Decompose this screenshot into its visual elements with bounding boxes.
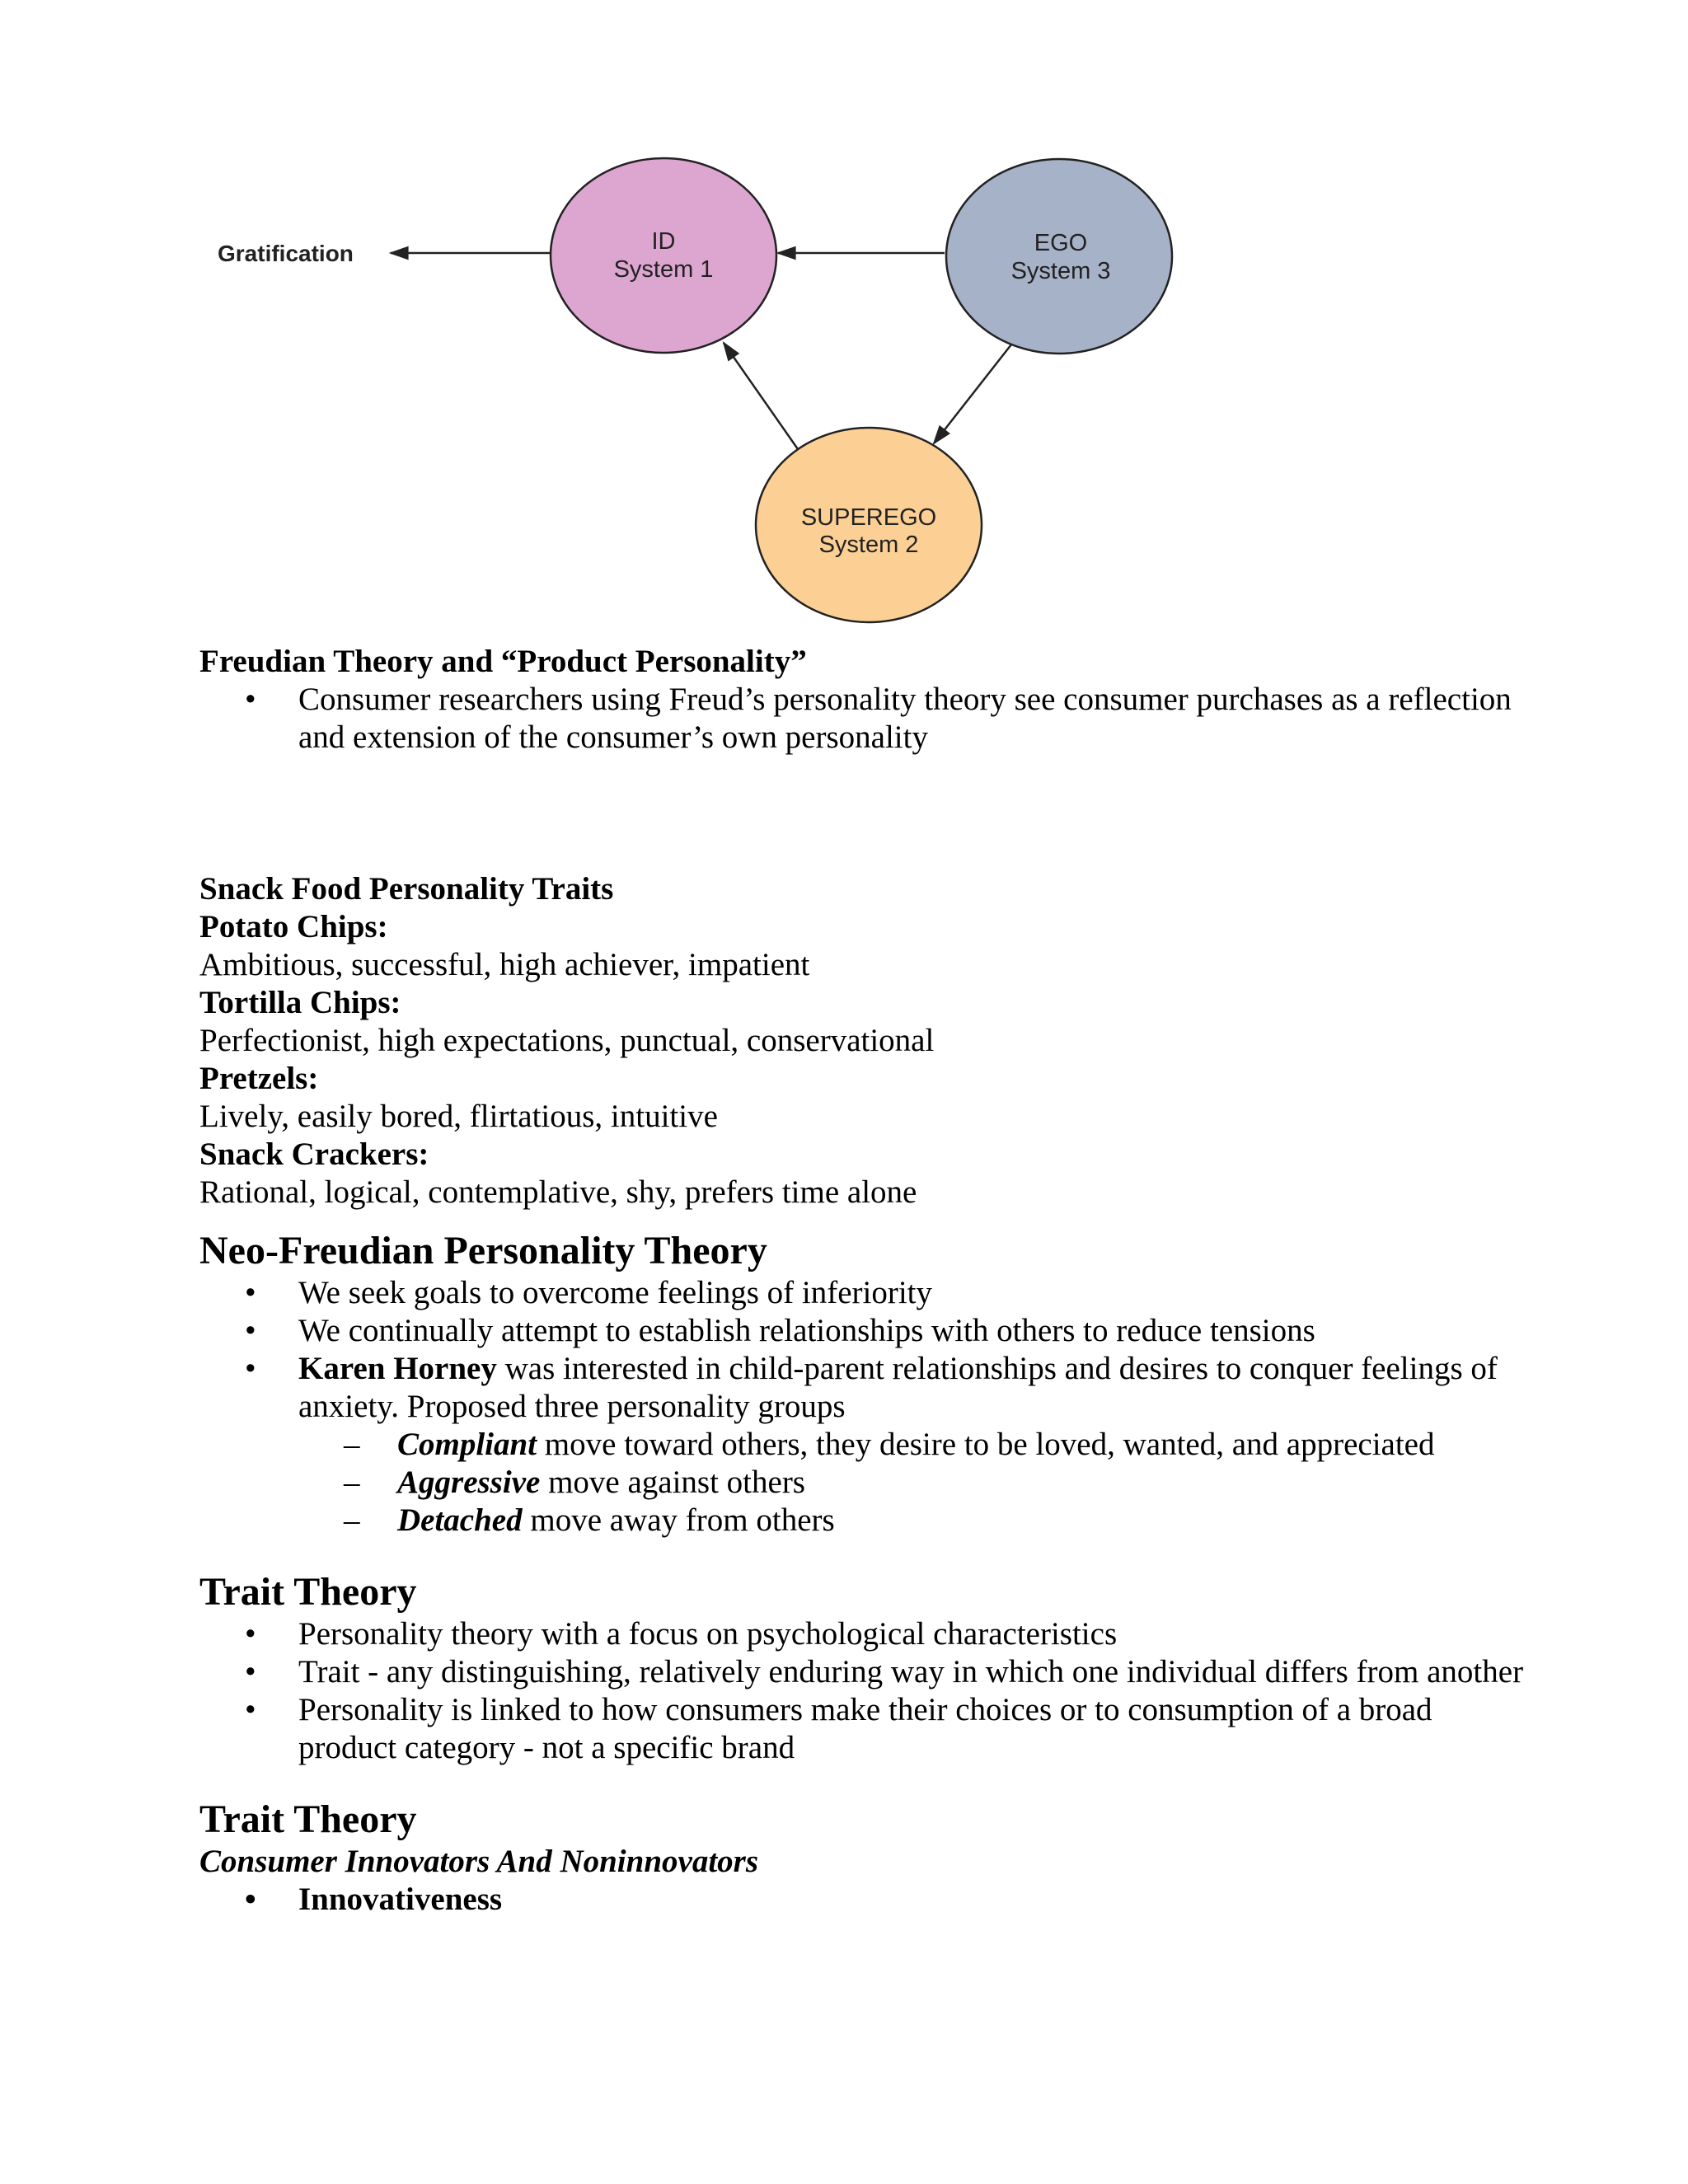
- superego-node-label: SUPEREGO: [800, 504, 937, 531]
- trait-theory-bullet: • Personality theory with a focus on psychological characteristics: [199, 1615, 1535, 1653]
- freudian-title: Freudian Theory and “Product Personality”: [199, 644, 807, 679]
- document-body: [199, 643, 1535, 1919]
- horney-text: was interested in child-parent relationships and desires to conquer feelings of anxiety. Proposed three personality groups: [298, 1351, 1498, 1424]
- group-desc: move toward others, they desire to be loved, wanted, and appreciated: [537, 1427, 1435, 1462]
- arrow-ego-to-superego: [934, 344, 1011, 443]
- innovators-bullet-list: [199, 1881, 1535, 1919]
- neofreudian-bullet: • We continually attempt to establish relationships with others to reduce tensions: [199, 1312, 1535, 1350]
- arrow-superego-to-id: [724, 343, 798, 449]
- ego-node: [946, 159, 1172, 354]
- snack-label-snack-crackers: Snack Crackers:: [199, 1137, 429, 1172]
- trait-theory-bullet: • Trait - any distinguishing, relatively enduring way in which one individual differs from another: [199, 1653, 1535, 1691]
- horney-name: Karen Horney: [298, 1351, 497, 1386]
- id-node: [551, 158, 776, 353]
- trait-theory-innovators-section: [199, 1797, 1535, 1919]
- group-desc: move against others: [540, 1465, 805, 1500]
- trait-theory-title: Trait Theory: [199, 1570, 417, 1614]
- snack-traits-pretzels: Lively, easily bored, flirtatious, intuitive: [199, 1099, 718, 1134]
- group-desc: move away from others: [522, 1502, 835, 1538]
- ego-node-system: System 3: [1010, 258, 1111, 284]
- snack-traits-potato-chips: Ambitious, successful, high achiever, impatient: [199, 947, 810, 982]
- neofreudian-bullet-list: [199, 1274, 1535, 1426]
- group-item: [199, 1502, 1535, 1540]
- group-term: Aggressive: [397, 1465, 541, 1500]
- personality-groups-list: [199, 1426, 1535, 1540]
- trait-theory-innovators-title: Trait Theory: [199, 1797, 417, 1841]
- freudian-bullet-list: [199, 681, 1535, 757]
- neofreudian-bullet-horney: [199, 1350, 1535, 1426]
- snack-title: Snack Food Personality Traits: [199, 871, 614, 907]
- snack-label-potato-chips: Potato Chips:: [199, 909, 388, 944]
- gratification-label: Gratification: [218, 241, 354, 266]
- trait-theory-bullet-list: [199, 1615, 1535, 1767]
- group-item: [199, 1426, 1535, 1464]
- group-term: Compliant: [397, 1427, 537, 1462]
- group-item: [199, 1464, 1535, 1502]
- freud-diagram: [0, 0, 1688, 643]
- snack-label-tortilla-chips: Tortilla Chips:: [199, 985, 401, 1020]
- snack-traits-snack-crackers: Rational, logical, contemplative, shy, prefers time alone: [199, 1174, 917, 1210]
- id-node-label: ID: [651, 228, 676, 255]
- freudian-section: [199, 643, 1535, 757]
- innovators-subtitle: Consumer Innovators And Noninnovators: [199, 1844, 759, 1879]
- freudian-bullet: • Consumer researchers using Freud’s personality theory see consumer purchases as a reflection and extension of the consumer’s own personality: [199, 681, 1535, 757]
- superego-node-system: System 2: [818, 532, 919, 558]
- id-node-system: System 1: [613, 256, 714, 283]
- snack-section: [199, 870, 1535, 1212]
- snack-traits-tortilla-chips: Perfectionist, high expectations, punctual, conservational: [199, 1023, 935, 1058]
- neofreudian-title: Neo-Freudian Personality Theory: [199, 1229, 767, 1272]
- snack-label-pretzels: Pretzels:: [199, 1061, 319, 1096]
- group-term: Detached: [397, 1502, 523, 1538]
- ego-node-label: EGO: [1034, 230, 1088, 256]
- trait-theory-bullet: • Personality is linked to how consumers make their choices or to consumption of a broad product category - not a specific brand: [199, 1691, 1535, 1767]
- neofreudian-section: [199, 1228, 1535, 1540]
- neofreudian-bullet: • We seek goals to overcome feelings of inferiority: [199, 1274, 1535, 1312]
- innovators-bullet: • Innovativeness: [199, 1881, 1535, 1919]
- trait-theory-section: [199, 1569, 1535, 1767]
